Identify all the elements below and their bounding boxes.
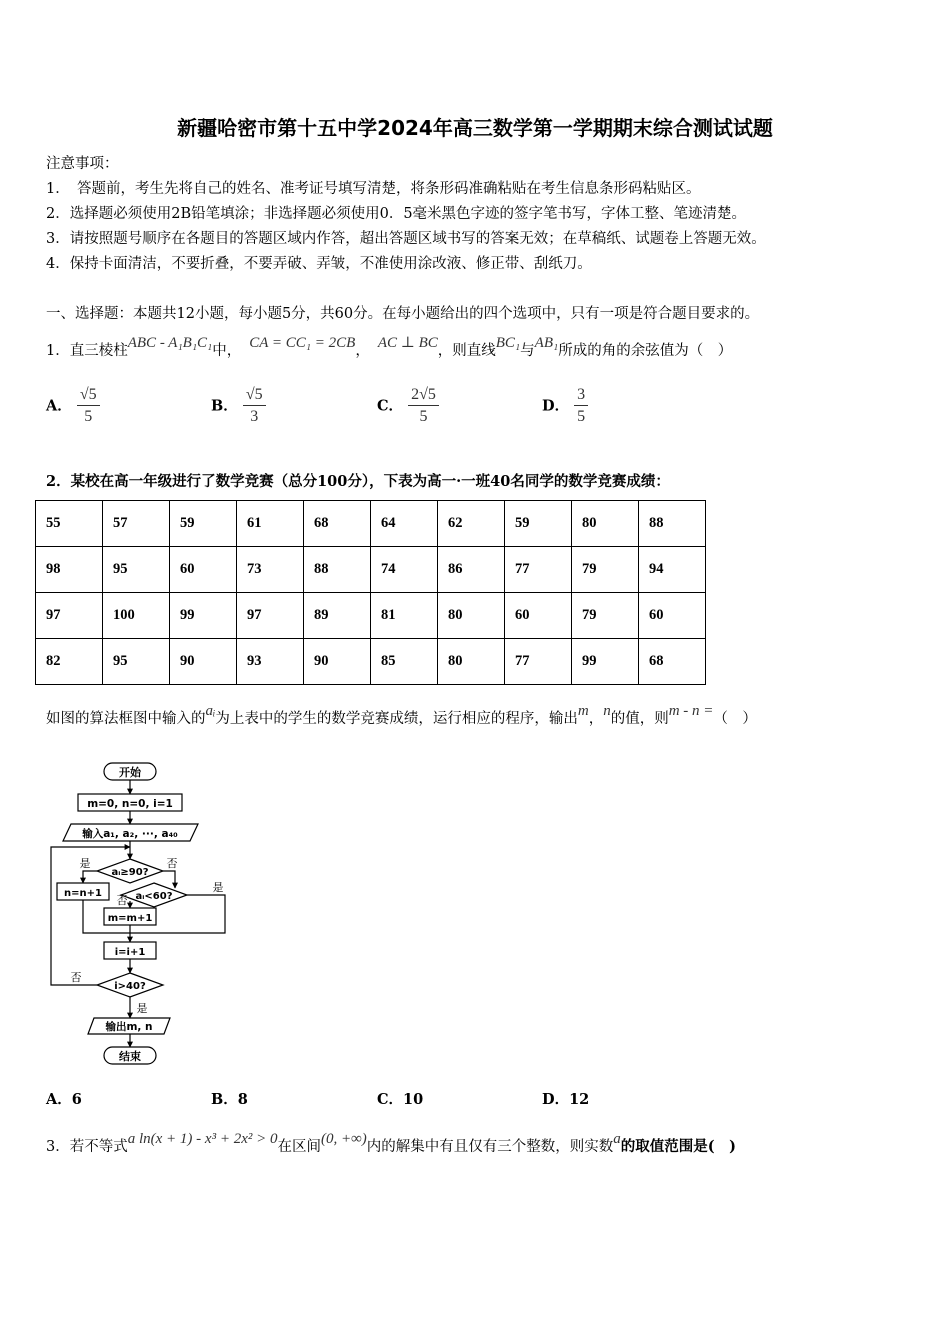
table-row — [36, 501, 706, 547]
question-2-stem: 2．某校在高一年级进行了数学竞赛（总分100分），下表为高一·一班40名同学的数学竞赛成绩： — [46, 473, 670, 490]
flow-end-label: 结束 — [119, 1050, 141, 1063]
q2-option-a-value: 6 — [71, 1091, 82, 1108]
q2-option-c-label: C． — [377, 1091, 404, 1108]
q3-text-3: 的取值范围是( ) — [620, 1138, 737, 1155]
table-cell: 57 — [103, 501, 170, 547]
q1-option-c-fraction: $\frac{2√5}{5}$ — [408, 386, 439, 426]
table-cell: 95 — [103, 639, 170, 685]
notice-item-1: 1． 答题前，考生先将自己的姓名、准考证号填写清楚，将条形码准确粘贴在考生信息条形码粘贴区。 — [46, 181, 701, 197]
table-cell: 59 — [505, 501, 572, 547]
notice-heading: 注意事项： — [46, 156, 119, 172]
q2-option-d-label: D． — [542, 1091, 570, 1108]
q3-text-2: 内的解集中有且仅有三个整数，则实数 — [366, 1139, 614, 1155]
flow-cond3-label: i>40? — [114, 981, 146, 992]
q1-option-b-label: B． — [211, 397, 238, 415]
flow-arrow — [163, 871, 175, 888]
table-row — [36, 593, 706, 639]
flow-init-label: m=0, n=0, i=1 — [87, 798, 173, 810]
flow-cond2-label: aᵢ<60? — [135, 891, 173, 902]
flow-cond1-label: aᵢ≥90? — [111, 867, 149, 878]
flow-yes-label-1: 是 — [79, 857, 91, 870]
q2-math-m-minus-n: m - n = — [668, 703, 714, 719]
table-cell: 73 — [237, 547, 304, 593]
q1-math-prism: ABC - A₁B₁C₁ — [127, 335, 213, 351]
table-cell: 88 — [304, 547, 371, 593]
q2-math-n: n — [603, 703, 611, 719]
table-cell: 99 — [572, 639, 639, 685]
table-cell: 55 — [36, 501, 103, 547]
table-cell: 81 — [371, 593, 438, 639]
table-cell: 97 — [36, 593, 103, 639]
table-cell: 79 — [572, 547, 639, 593]
notice-item-4: 4．保持卡面清洁，不要折叠，不要弄破、弄皱，不准使用涂改液、修正带、刮纸刀。 — [46, 256, 592, 272]
q1-math-line-bc1: BC₁ — [495, 335, 521, 351]
table-cell: 93 — [237, 639, 304, 685]
question-2-prompt — [46, 703, 757, 728]
flow-i-inc-label: i=i+1 — [114, 947, 146, 958]
table-cell: 99 — [170, 593, 237, 639]
q1-option-b-fraction: $\frac{√5}{3}$ — [243, 386, 266, 426]
table-cell: 98 — [36, 547, 103, 593]
table-cell: 82 — [36, 639, 103, 685]
q1-text-4: 与 — [520, 343, 535, 359]
q1-option-a-fraction: $\frac{√5}{5}$ — [77, 386, 100, 426]
q2-option-b-label: B． — [211, 1091, 238, 1108]
table-cell: 60 — [170, 547, 237, 593]
q2-option-a-label: A． — [46, 1091, 72, 1108]
q1-option-c[interactable] — [377, 386, 439, 426]
table-cell: 80 — [438, 639, 505, 685]
q2-text-d: 的值，则 — [610, 711, 669, 727]
q2-option-a[interactable] — [46, 1088, 82, 1109]
table-cell: 64 — [371, 501, 438, 547]
q2-option-b[interactable] — [211, 1088, 248, 1109]
q2-option-d-value: 12 — [569, 1091, 590, 1108]
q1-option-c-label: C． — [377, 397, 404, 415]
table-cell: 89 — [304, 593, 371, 639]
q2-text-e: （ ） — [713, 711, 757, 727]
q2-text-c: ， — [588, 711, 604, 727]
table-cell: 61 — [237, 501, 304, 547]
q1-option-d-fraction: $\frac{3}{5}$ — [574, 386, 588, 426]
table-cell: 100 — [103, 593, 170, 639]
table-cell: 60 — [639, 593, 706, 639]
q3-math-a: a — [613, 1131, 621, 1147]
table-cell: 68 — [639, 639, 706, 685]
algorithm-flowchart — [40, 755, 240, 1075]
table-cell: 77 — [505, 639, 572, 685]
flow-n-inc-label: n=n+1 — [64, 888, 102, 899]
flow-m-inc-label: m=m+1 — [107, 913, 153, 924]
flow-yes-label-2: 是 — [212, 881, 224, 894]
q1-text-2: ， — [355, 343, 370, 359]
section-heading: 一、选择题：本题共12小题，每小题5分，共60分。在每小题给出的四个选项中，只有一项是符合题目要求的。 — [46, 306, 760, 322]
q2-option-c-value: 10 — [403, 1091, 424, 1108]
table-cell: 90 — [170, 639, 237, 685]
q1-math-perp: AC ⊥ BC — [377, 335, 438, 351]
q2-text-a: 如图的算法框图中输入的 — [46, 711, 206, 727]
q3-math-inequality: a ln(x + 1) - x³ + 2x² > 0 — [127, 1131, 278, 1147]
flow-start-label: 开始 — [119, 766, 141, 779]
q2-option-c[interactable] — [377, 1088, 423, 1109]
table-cell: 77 — [505, 547, 572, 593]
q1-option-a-label: A． — [46, 397, 72, 415]
q1-math-lengths: CA = CC₁ = 2CB — [249, 335, 356, 351]
q2-option-d[interactable] — [542, 1088, 589, 1109]
q1-option-b[interactable] — [211, 386, 266, 426]
flow-input-label: 输入a₁, a₂, ···, a₄₀ — [82, 828, 178, 840]
q1-math-line-ab1: AB₁ — [534, 335, 559, 351]
table-cell: 90 — [304, 639, 371, 685]
question-1-stem — [46, 335, 733, 360]
q1-text-3: ，则直线 — [437, 343, 496, 359]
q1-text-1: 中， — [212, 343, 242, 359]
table-cell: 62 — [438, 501, 505, 547]
flow-output-label: 输出m, n — [105, 1021, 153, 1033]
table-cell: 79 — [572, 593, 639, 639]
flow-no-label-3: 否 — [70, 971, 82, 984]
notice-item-3: 3．请按照题号顺序在各题目的答题区域内作答，超出答题区域书写的答案无效；在草稿纸、试题卷上答题无效。 — [46, 231, 766, 247]
table-cell: 95 — [103, 547, 170, 593]
table-cell: 88 — [639, 501, 706, 547]
table-cell: 85 — [371, 639, 438, 685]
table-cell: 97 — [237, 593, 304, 639]
q3-text-1: 在区间 — [277, 1139, 321, 1155]
flow-no-label-2: 否 — [116, 894, 128, 907]
table-row — [36, 547, 706, 593]
q1-option-d-label: D． — [542, 397, 570, 415]
notice-item-2: 2．选择题必须使用2B铅笔填涂；非选择题必须使用0．5毫米黑色字迹的签字笔书写，字体工整、笔迹清楚。 — [46, 206, 747, 222]
table-cell: 60 — [505, 593, 572, 639]
table-cell: 59 — [170, 501, 237, 547]
question-3-stem — [46, 1131, 737, 1156]
table-cell: 86 — [438, 547, 505, 593]
q1-text-5: 所成的角的余弦值为（ ） — [558, 343, 733, 359]
table-cell: 80 — [572, 501, 639, 547]
scores-table — [35, 500, 706, 685]
q1-option-a[interactable] — [46, 386, 100, 426]
table-cell: 94 — [639, 547, 706, 593]
q3-prefix: 3．若不等式 — [46, 1139, 128, 1155]
page-title: 新疆哈密市第十五中学2024年高三数学第一学期期末综合测试试题 — [177, 116, 773, 140]
q3-math-interval: (0, +∞) — [320, 1131, 367, 1147]
flow-yes-label-3: 是 — [136, 1002, 148, 1015]
table-cell: 68 — [304, 501, 371, 547]
table-cell: 80 — [438, 593, 505, 639]
q2-math-m: m — [577, 703, 589, 719]
flow-arrow — [83, 871, 97, 883]
q2-option-b-value: 8 — [237, 1091, 248, 1108]
q1-option-d[interactable] — [542, 386, 588, 426]
table-cell: 74 — [371, 547, 438, 593]
q2-math-ai: aᵢ — [205, 703, 216, 719]
q2-text-b: 为上表中的学生的数学竞赛成绩，运行相应的程序，输出 — [215, 711, 578, 727]
q1-prefix: 1．直三棱柱 — [46, 343, 128, 359]
flow-no-label-1: 否 — [166, 857, 178, 870]
table-row — [36, 639, 706, 685]
